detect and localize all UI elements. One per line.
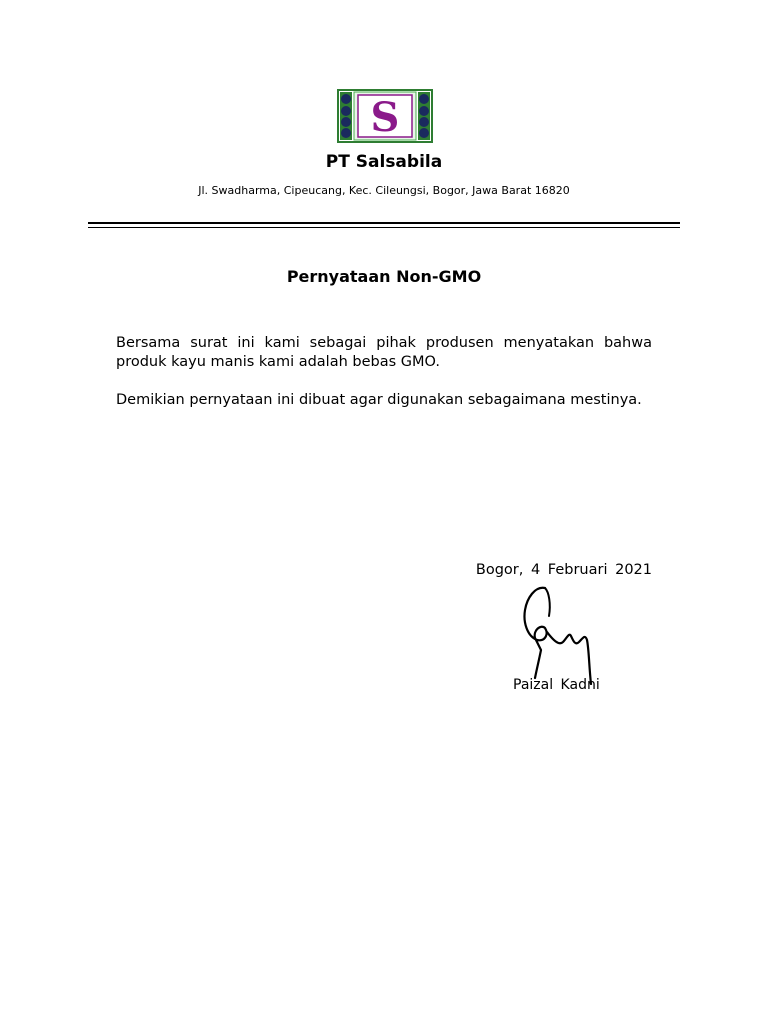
- company-address: Jl. Swadharma, Cipeucang, Kec. Cileungsi, Bogor, Jawa Barat 16820: [198, 184, 570, 197]
- place-date: Bogor, 4 Februari 2021: [475, 562, 652, 578]
- letterhead-divider-thin: [88, 227, 680, 228]
- statement-paragraph: Bersama surat ini kami sebagai pihak produsen menyatakan bahwa produk kayu manis kami adalah bebas GMO.: [116, 335, 652, 370]
- handwritten-signature-icon: [515, 580, 595, 685]
- signer-name: Paizal Kadni: [513, 677, 600, 693]
- svg-text:S: S: [370, 94, 400, 141]
- company-logo-icon: [337, 89, 433, 143]
- document-title: Pernyataan Non-GMO: [286, 267, 482, 286]
- company-name: PT Salsabila: [325, 152, 443, 172]
- closing-paragraph: Demikian pernyataan ini dibuat agar digunakan sebagaimana mestinya.: [116, 392, 642, 408]
- letterhead-divider: [88, 222, 680, 224]
